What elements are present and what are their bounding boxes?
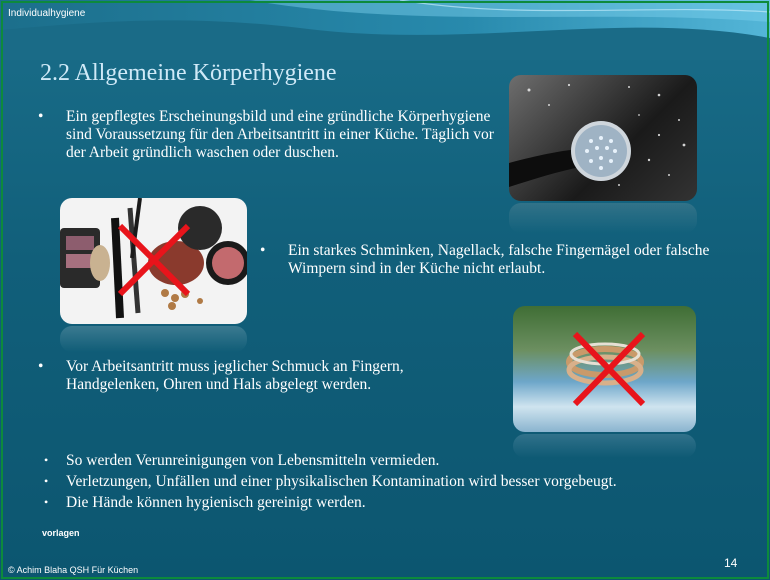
list-item-text: So werden Verunreinigungen von Lebensmitteln vermieden. [66,452,440,469]
bullet-marker: • [44,474,49,488]
bullet-hygiene [38,108,496,162]
list-item-text: Die Hände können hygienisch gereinigt werden. [66,494,366,511]
slide-title: 2.2 Allgemeine Körperhygiene [40,60,337,86]
shower-head-photo [509,75,697,201]
header-label: Individualhygiene [8,8,86,19]
bullet-marker: • [38,358,44,375]
list-item [44,492,756,513]
bullet-text: Ein gepflegtes Erscheinungsbild und eine gründliche Körperhygiene sind Voraussetzung für den Arbeitsantritt in einer Küche. Täglich vor der Arbeit gründlich waschen oder duschen. [66,108,494,161]
makeup-photo [60,198,247,324]
reasons-list [44,450,756,513]
photo-reflection [60,326,247,352]
bullet-marker: • [44,453,49,467]
bullet-text: Ein starkes Schminken, Nagellack, falsche Fingernägel oder falsche Wimpern sind in der Küche nicht erlaubt. [288,242,710,277]
photo-reflection [509,203,697,233]
footer-copyright: © Achim Blaha QSH Für Küchen [8,565,139,575]
page-number: 14 [724,556,738,570]
shower-head-icon [509,75,697,201]
bullet-text: Vor Arbeitsantritt muss jeglicher Schmuck an Fingern, Handgelenken, Ohren und Hals abgelegt werden. [66,358,404,393]
bullet-jewelry [38,358,486,394]
list-item [44,471,756,492]
bullet-makeup [260,242,738,278]
makeup-icon [60,198,247,324]
rings-icon [513,306,696,432]
list-item-text: Verletzungen, Unfällen und einer physikalischen Kontamination wird besser vorgebeugt. [66,473,617,490]
footer-vorlagen: vorlagen [42,528,80,538]
header-wave-decoration [0,0,770,60]
bullet-marker: • [260,242,266,259]
rings-photo [513,306,696,432]
bullet-marker: • [38,108,44,125]
photo-reflection [513,434,696,458]
bullet-marker: • [44,495,49,509]
